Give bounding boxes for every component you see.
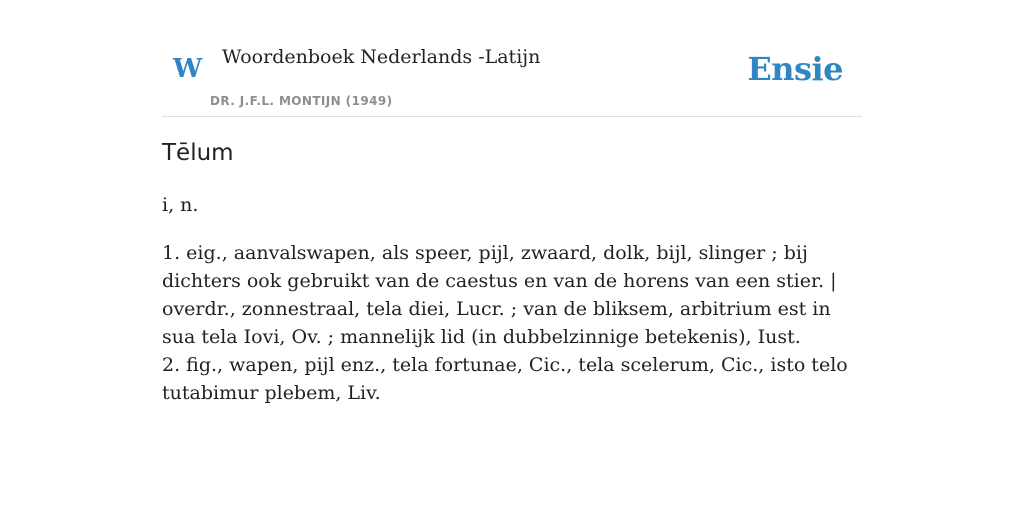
header [162,0,862,117]
dictionary-author: DR. J.F.L. MONTIJN (1949) [210,94,393,108]
sense-1: 1. eig., aanvalswapen, als speer, pijl, zwaard, dolk, bijl, slinger ; bij dichters ook gebruikt van de caestus en van de horens van een stier. | overdr., zonnestraal, tela diei, Lucr. ; van de bliksem, arbitrium est in sua tela Iovi, Ov. ; mannelijk lid (in dubbelzinnige betekenis), Iust. [162,242,837,348]
brand-logo[interactable]: Ensie [747,50,843,88]
page [162,0,862,404]
entry-headword: Tēlum [162,140,234,166]
sense-2: 2. fig., wapen, pijl enz., tela fortunae, Cic., tela scelerum, Cic., isto telo tutabimur plebem, Liv. [162,354,848,404]
entry-definition [162,239,862,407]
dictionary-logo[interactable]: W [173,54,203,84]
entry-grammar: i, n. [162,194,199,216]
dictionary-title[interactable]: Woordenboek Nederlands -Latijn [222,46,541,68]
